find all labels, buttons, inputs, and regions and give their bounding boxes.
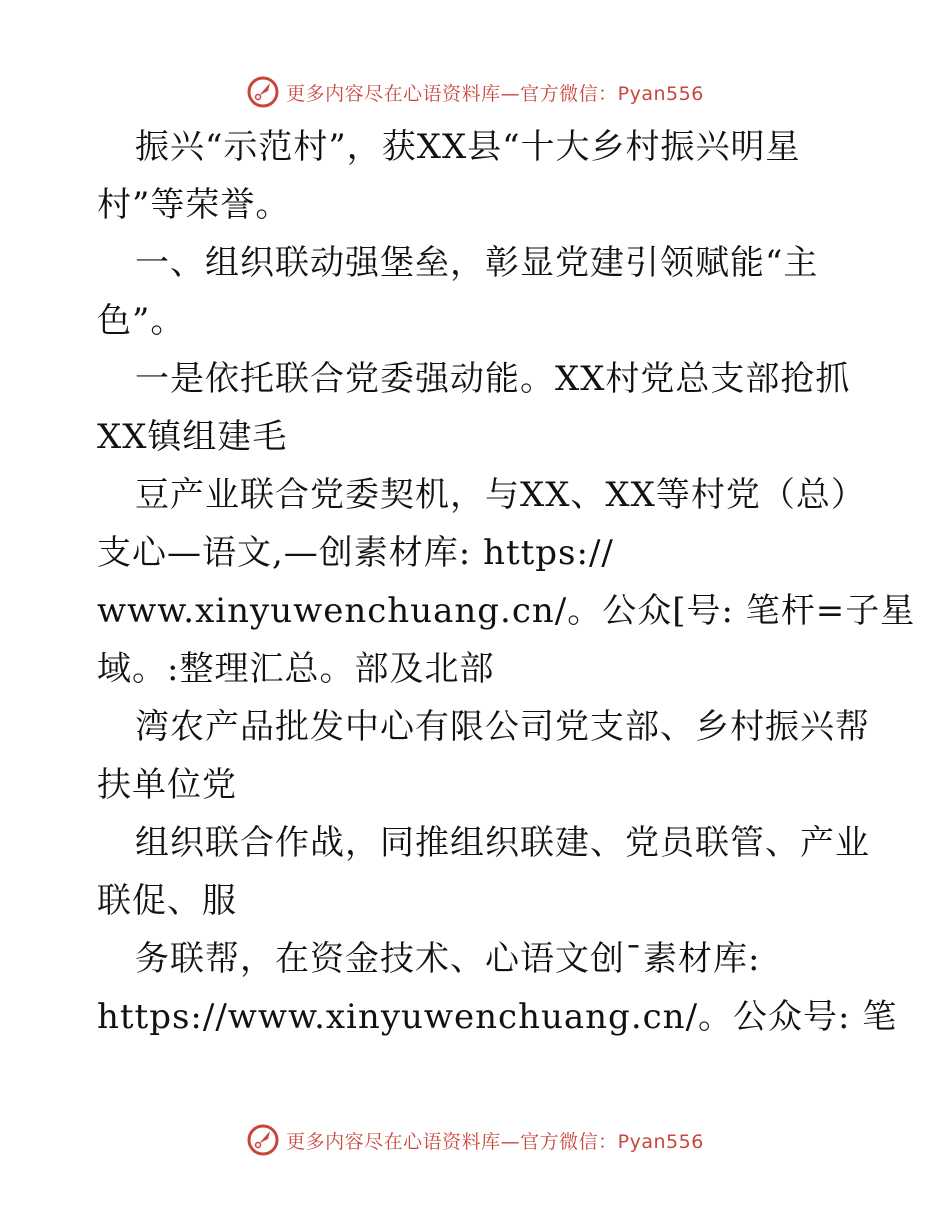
text-line: 豆产业联合党委契机，与XX、XX等村党（总） [135, 475, 866, 515]
watermark-text: 更多内容尽在心语资料库—官方微信：Pyan556 [286, 1130, 704, 1153]
text-line: 色”。 [97, 301, 186, 341]
text-line: 联促、服 [97, 881, 237, 921]
quill-logo-icon [246, 1123, 280, 1157]
section-heading: 一、组织联动强堡垒，彰显党建引领赋能“主 [135, 243, 819, 283]
text-line: 一是依托联合党委强动能。XX村党总支部抢抓 [135, 359, 851, 399]
footer-watermark [0, 1120, 950, 1160]
text-line: XX镇组建毛 [97, 417, 288, 457]
quill-logo-icon [246, 75, 280, 109]
watermark-text: 更多内容尽在心语资料库—官方微信：Pyan556 [286, 82, 704, 105]
text-line: 振兴“示范村”，获XX县“十大乡村振兴明星 [135, 127, 801, 167]
text-line: 村”等荣誉。 [97, 185, 291, 225]
text-line: 支心—语文,—创素材库: https:// [97, 533, 614, 573]
text-line: 扶单位党 [97, 765, 237, 805]
header-watermark [0, 72, 950, 112]
text-line: 务联帮，在资金技术、心语文创¯素材库: [135, 939, 761, 979]
text-line: https://www.xinyuwenchuang.cn/。公众号: 笔 [97, 997, 898, 1037]
text-line: 组织联合作战，同推组织联建、党员联管、产业 [135, 823, 870, 863]
text-line: 域。:整理汇总。部及北部 [97, 649, 495, 689]
text-line: 湾农产品批发中心有限公司党支部、乡村振兴帮 [135, 707, 870, 747]
document-body [97, 118, 916, 1046]
text-line: www.xinyuwenchuang.cn/。公众[号: 笔杆=子星 [97, 591, 916, 631]
